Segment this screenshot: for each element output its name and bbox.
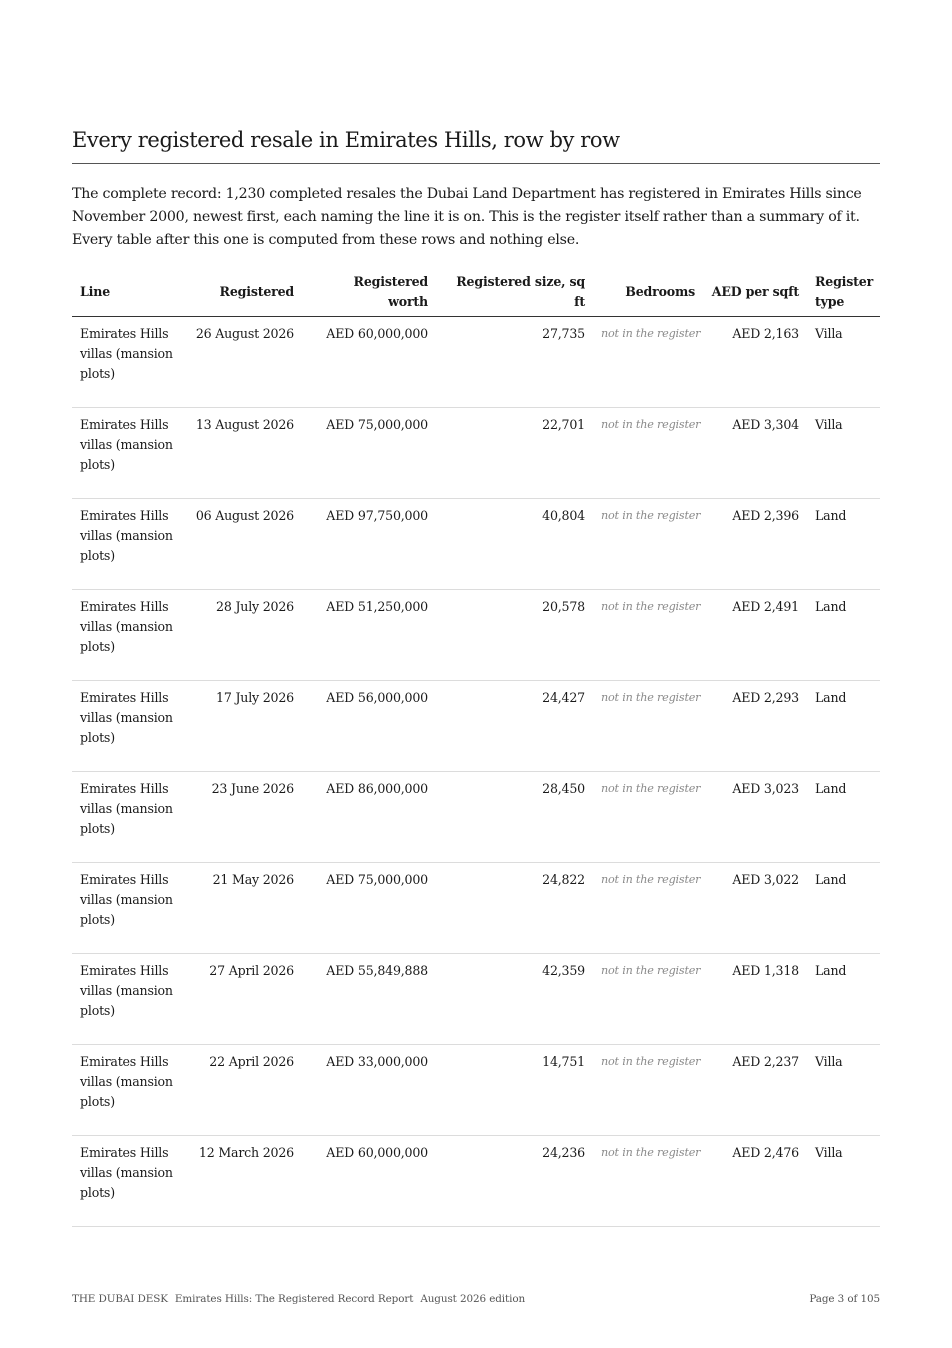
cell-bedrooms: not in the register bbox=[593, 681, 703, 772]
cell-register-type: Land bbox=[807, 681, 880, 772]
cell-registered: 22 April 2026 bbox=[185, 1045, 302, 1136]
cell-line: Emirates Hills villas (mansion plots) bbox=[72, 499, 185, 590]
cell-registered: 06 August 2026 bbox=[185, 499, 302, 590]
cell-worth: AED 75,000,000 bbox=[302, 408, 436, 499]
cell-aed-per-sqft: AED 2,163 bbox=[703, 317, 807, 408]
cell-aed-per-sqft: AED 3,022 bbox=[703, 863, 807, 954]
cell-registered: 17 July 2026 bbox=[185, 681, 302, 772]
cell-register-type: Land bbox=[807, 863, 880, 954]
cell-bedrooms: not in the register bbox=[593, 1045, 703, 1136]
cell-bedrooms: not in the register bbox=[593, 408, 703, 499]
cell-bedrooms: not in the register bbox=[593, 863, 703, 954]
footer-publication: THE DUBAI DESK bbox=[72, 1293, 168, 1305]
cell-line: Emirates Hills villas (mansion plots) bbox=[72, 954, 185, 1045]
cell-size: 42,359 bbox=[436, 954, 593, 1045]
cell-size: 22,701 bbox=[436, 408, 593, 499]
column-header-aed-per-sqft: AED per sqft bbox=[703, 268, 807, 317]
cell-registered: 27 April 2026 bbox=[185, 954, 302, 1045]
cell-line: Emirates Hills villas (mansion plots) bbox=[72, 772, 185, 863]
column-header-registered: Registered bbox=[185, 268, 302, 317]
table-row bbox=[72, 317, 880, 408]
cell-aed-per-sqft: AED 2,396 bbox=[703, 499, 807, 590]
cell-registered: 12 March 2026 bbox=[185, 1136, 302, 1227]
cell-aed-per-sqft: AED 1,318 bbox=[703, 954, 807, 1045]
cell-aed-per-sqft: AED 3,023 bbox=[703, 772, 807, 863]
cell-register-type: Land bbox=[807, 772, 880, 863]
table-row bbox=[72, 408, 880, 499]
cell-register-type: Land bbox=[807, 499, 880, 590]
table-row bbox=[72, 954, 880, 1045]
cell-size: 27,735 bbox=[436, 317, 593, 408]
cell-register-type: Villa bbox=[807, 408, 880, 499]
table-row bbox=[72, 863, 880, 954]
column-header-line: Line bbox=[72, 268, 185, 317]
cell-size: 28,450 bbox=[436, 772, 593, 863]
table-row bbox=[72, 1136, 880, 1227]
cell-line: Emirates Hills villas (mansion plots) bbox=[72, 317, 185, 408]
cell-bedrooms: not in the register bbox=[593, 772, 703, 863]
cell-size: 24,822 bbox=[436, 863, 593, 954]
cell-size: 14,751 bbox=[436, 1045, 593, 1136]
cell-size: 20,578 bbox=[436, 590, 593, 681]
cell-registered: 23 June 2026 bbox=[185, 772, 302, 863]
table-row bbox=[72, 1045, 880, 1136]
table-header-row bbox=[72, 268, 880, 317]
resales-table bbox=[72, 268, 880, 1227]
column-header-registered-worth: Registered worth bbox=[302, 268, 436, 317]
cell-bedrooms: not in the register bbox=[593, 499, 703, 590]
cell-size: 24,427 bbox=[436, 681, 593, 772]
cell-aed-per-sqft: AED 3,304 bbox=[703, 408, 807, 499]
table-row bbox=[72, 681, 880, 772]
cell-bedrooms: not in the register bbox=[593, 590, 703, 681]
cell-registered: 28 July 2026 bbox=[185, 590, 302, 681]
cell-line: Emirates Hills villas (mansion plots) bbox=[72, 1136, 185, 1227]
cell-register-type: Villa bbox=[807, 1136, 880, 1227]
cell-size: 40,804 bbox=[436, 499, 593, 590]
cell-line: Emirates Hills villas (mansion plots) bbox=[72, 408, 185, 499]
cell-worth: AED 55,849,888 bbox=[302, 954, 436, 1045]
footer-report-title: Emirates Hills: The Registered Record Report bbox=[174, 1293, 414, 1305]
page-number: Page 3 of 105 bbox=[809, 1293, 880, 1305]
cell-register-type: Villa bbox=[807, 1045, 880, 1136]
cell-worth: AED 97,750,000 bbox=[302, 499, 436, 590]
cell-line: Emirates Hills villas (mansion plots) bbox=[72, 1045, 185, 1136]
cell-bedrooms: not in the register bbox=[593, 954, 703, 1045]
cell-aed-per-sqft: AED 2,476 bbox=[703, 1136, 807, 1227]
cell-worth: AED 51,250,000 bbox=[302, 590, 436, 681]
cell-worth: AED 33,000,000 bbox=[302, 1045, 436, 1136]
cell-aed-per-sqft: AED 2,237 bbox=[703, 1045, 807, 1136]
footer-edition: August 2026 edition bbox=[420, 1293, 526, 1305]
table-row bbox=[72, 499, 880, 590]
page-title: Every registered resale in Emirates Hills, row by row bbox=[72, 126, 880, 164]
cell-line: Emirates Hills villas (mansion plots) bbox=[72, 681, 185, 772]
column-header-registered-size: Registered size, sq ft bbox=[436, 268, 593, 317]
cell-line: Emirates Hills villas (mansion plots) bbox=[72, 590, 185, 681]
cell-bedrooms: not in the register bbox=[593, 317, 703, 408]
cell-register-type: Land bbox=[807, 590, 880, 681]
cell-worth: AED 75,000,000 bbox=[302, 863, 436, 954]
table-row bbox=[72, 772, 880, 863]
cell-line: Emirates Hills villas (mansion plots) bbox=[72, 863, 185, 954]
cell-bedrooms: not in the register bbox=[593, 1136, 703, 1227]
cell-registered: 13 August 2026 bbox=[185, 408, 302, 499]
footer-credits bbox=[72, 1292, 532, 1306]
cell-registered: 21 May 2026 bbox=[185, 863, 302, 954]
table-row bbox=[72, 590, 880, 681]
cell-register-type: Land bbox=[807, 954, 880, 1045]
column-header-bedrooms: Bedrooms bbox=[593, 268, 703, 317]
cell-aed-per-sqft: AED 2,293 bbox=[703, 681, 807, 772]
cell-register-type: Villa bbox=[807, 317, 880, 408]
cell-worth: AED 60,000,000 bbox=[302, 1136, 436, 1227]
cell-aed-per-sqft: AED 2,491 bbox=[703, 590, 807, 681]
column-header-register-type: Register type bbox=[807, 268, 880, 317]
intro-paragraph: The complete record: 1,230 completed resales the Dubai Land Department has registered in Emirates Hills since November 2000, newest first, each naming the line it is on. This is the register itself rather than a summary of it. Every table after this one is computed from these rows and nothing else. bbox=[72, 186, 862, 248]
cell-worth: AED 60,000,000 bbox=[302, 317, 436, 408]
cell-registered: 26 August 2026 bbox=[185, 317, 302, 408]
cell-worth: AED 56,000,000 bbox=[302, 681, 436, 772]
cell-size: 24,236 bbox=[436, 1136, 593, 1227]
cell-worth: AED 86,000,000 bbox=[302, 772, 436, 863]
